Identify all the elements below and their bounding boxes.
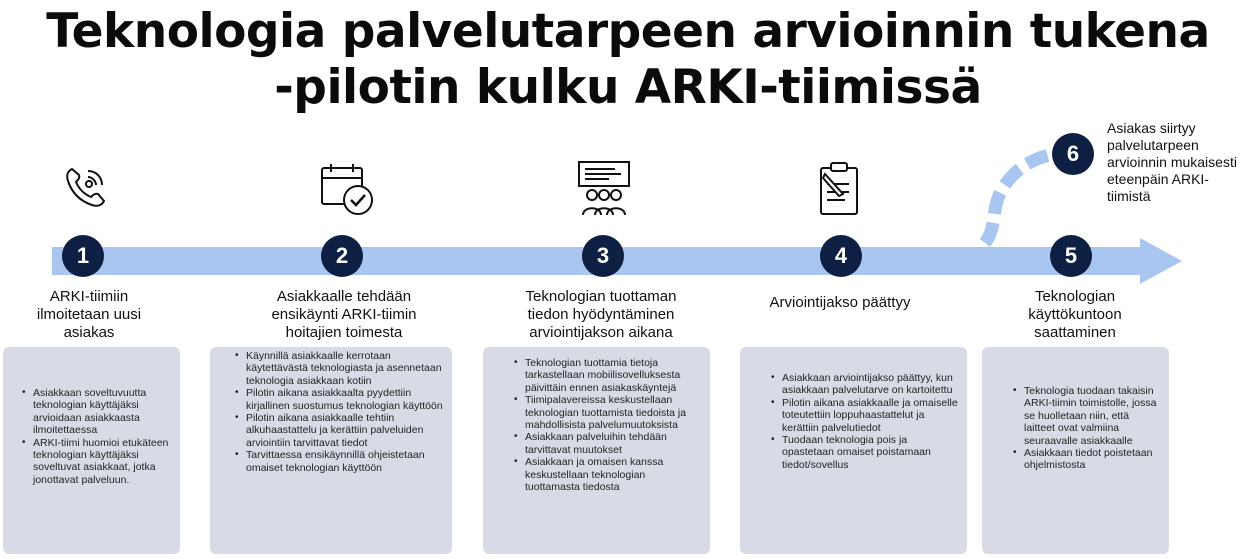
step-5-title: Teknologian käyttökuntoon saattaminen (1028, 288, 1122, 341)
clipboard-pen-icon (815, 160, 865, 218)
step-1-title: ARKI-tiimiin ilmoitetaan uusi asiakas (36, 288, 142, 341)
list-item: • Asiakkaan palveluihin tehdään tarvittavat muutokset (525, 431, 702, 456)
step-6-text: Asiakas siirtyy palvelutarpeen arvioinnin mukaisesti eteenpäin ARKI- tiimistä (1107, 120, 1237, 204)
list-item: • Pilotin aikana asiakkaalle tehtiin alkuhaastattelu ja kerättiin palveluiden arviointiin tarvittavat tiedot (246, 412, 444, 449)
step-2-title: Asiakkaalle tehdään ensikäynti ARKI-tiimin hoitajien toimesta (271, 288, 417, 341)
step-5-number: 5 (1050, 235, 1092, 277)
page-title-line-2: -pilotin kulku ARKI-tiimissä (274, 60, 982, 115)
list-item: • Teknologian tuottamia tietoja tarkastellaan mobiilisovelluksesta päivittäin ennen asiakaskäyntejä (525, 357, 702, 394)
step-4-title: Arviointijakso päättyy (769, 294, 911, 311)
step-2-box (210, 347, 452, 554)
branch-dashed-arrow (985, 154, 1054, 243)
calendar-check-icon (318, 160, 376, 218)
list-item: • Pilotin aikana asiakkaalta pyydettiin kirjallinen suostumus teknologian käyttöön (246, 387, 444, 412)
list-item: • Tiimipalavereissa keskustellaan teknologian tuottamista tiedoista ja mahdollisista palvelumuutoksista (525, 394, 702, 431)
step-3-number: 3 (582, 235, 624, 277)
step-5-box (982, 347, 1169, 554)
list-item: • Käynnillä asiakkaalle kerrotaan käytettävästä teknologiasta ja asennetaan teknologia asiakkaan kotiin (246, 350, 444, 387)
step-4-number: 4 (820, 235, 862, 277)
list-item: • Asiakkaan tiedot poistetaan ohjelmistosta (1024, 447, 1161, 472)
step-6-number: 6 (1052, 133, 1094, 175)
list-item: • Pilotin aikana asiakkaalle ja omaiselle toteutettiin loppuhaastattelut ja kerättiin palvelutiedot (782, 397, 959, 434)
step-2-number: 2 (321, 235, 363, 277)
step-1-number: 1 (62, 235, 104, 277)
list-item: • Asiakkaan arviointijakso päättyy, kun asiakkaan palvelutarve on kartoitettu (782, 372, 959, 397)
step-1-box (3, 347, 180, 554)
list-item: • Asiakkaan soveltuvuutta teknologian käyttäjäksi arvioidaan asiakkaasta ilmoitettaessa (33, 387, 172, 437)
list-item: • ARKI-tiimi huomioi etukäteen teknologian käyttäjäksi soveltuvat asiakkaat, jotka jonottavat palveluun. (33, 437, 172, 487)
list-item: • Tarvittaessa ensikäynnillä ohjeistetaan omaiset teknologian käyttöön (246, 449, 444, 474)
team-meeting-icon (575, 160, 633, 218)
phone-icon (62, 163, 110, 211)
step-4-box (740, 347, 967, 554)
step-3-title: Teknologian tuottaman tiedon hyödyntäminen arviointijakson aikana (525, 288, 677, 341)
page-title-line-1: Teknologia palvelutarpeen arvioinnin tukena (46, 4, 1210, 59)
list-item: • Teknologia tuodaan takaisin ARKI-tiimin toimistolle, jossa se huolletaan niin, että laitteet ovat valmiina seuraavalle asiakkaalle (1024, 385, 1161, 447)
step-3-box (483, 347, 710, 554)
list-item: • Asiakkaan ja omaisen kanssa keskustellaan teknologian tuottamasta tiedosta (525, 456, 702, 493)
list-item: • Tuodaan teknologia pois ja opastetaan omaiset poistamaan tiedot/sovellus (782, 434, 959, 471)
